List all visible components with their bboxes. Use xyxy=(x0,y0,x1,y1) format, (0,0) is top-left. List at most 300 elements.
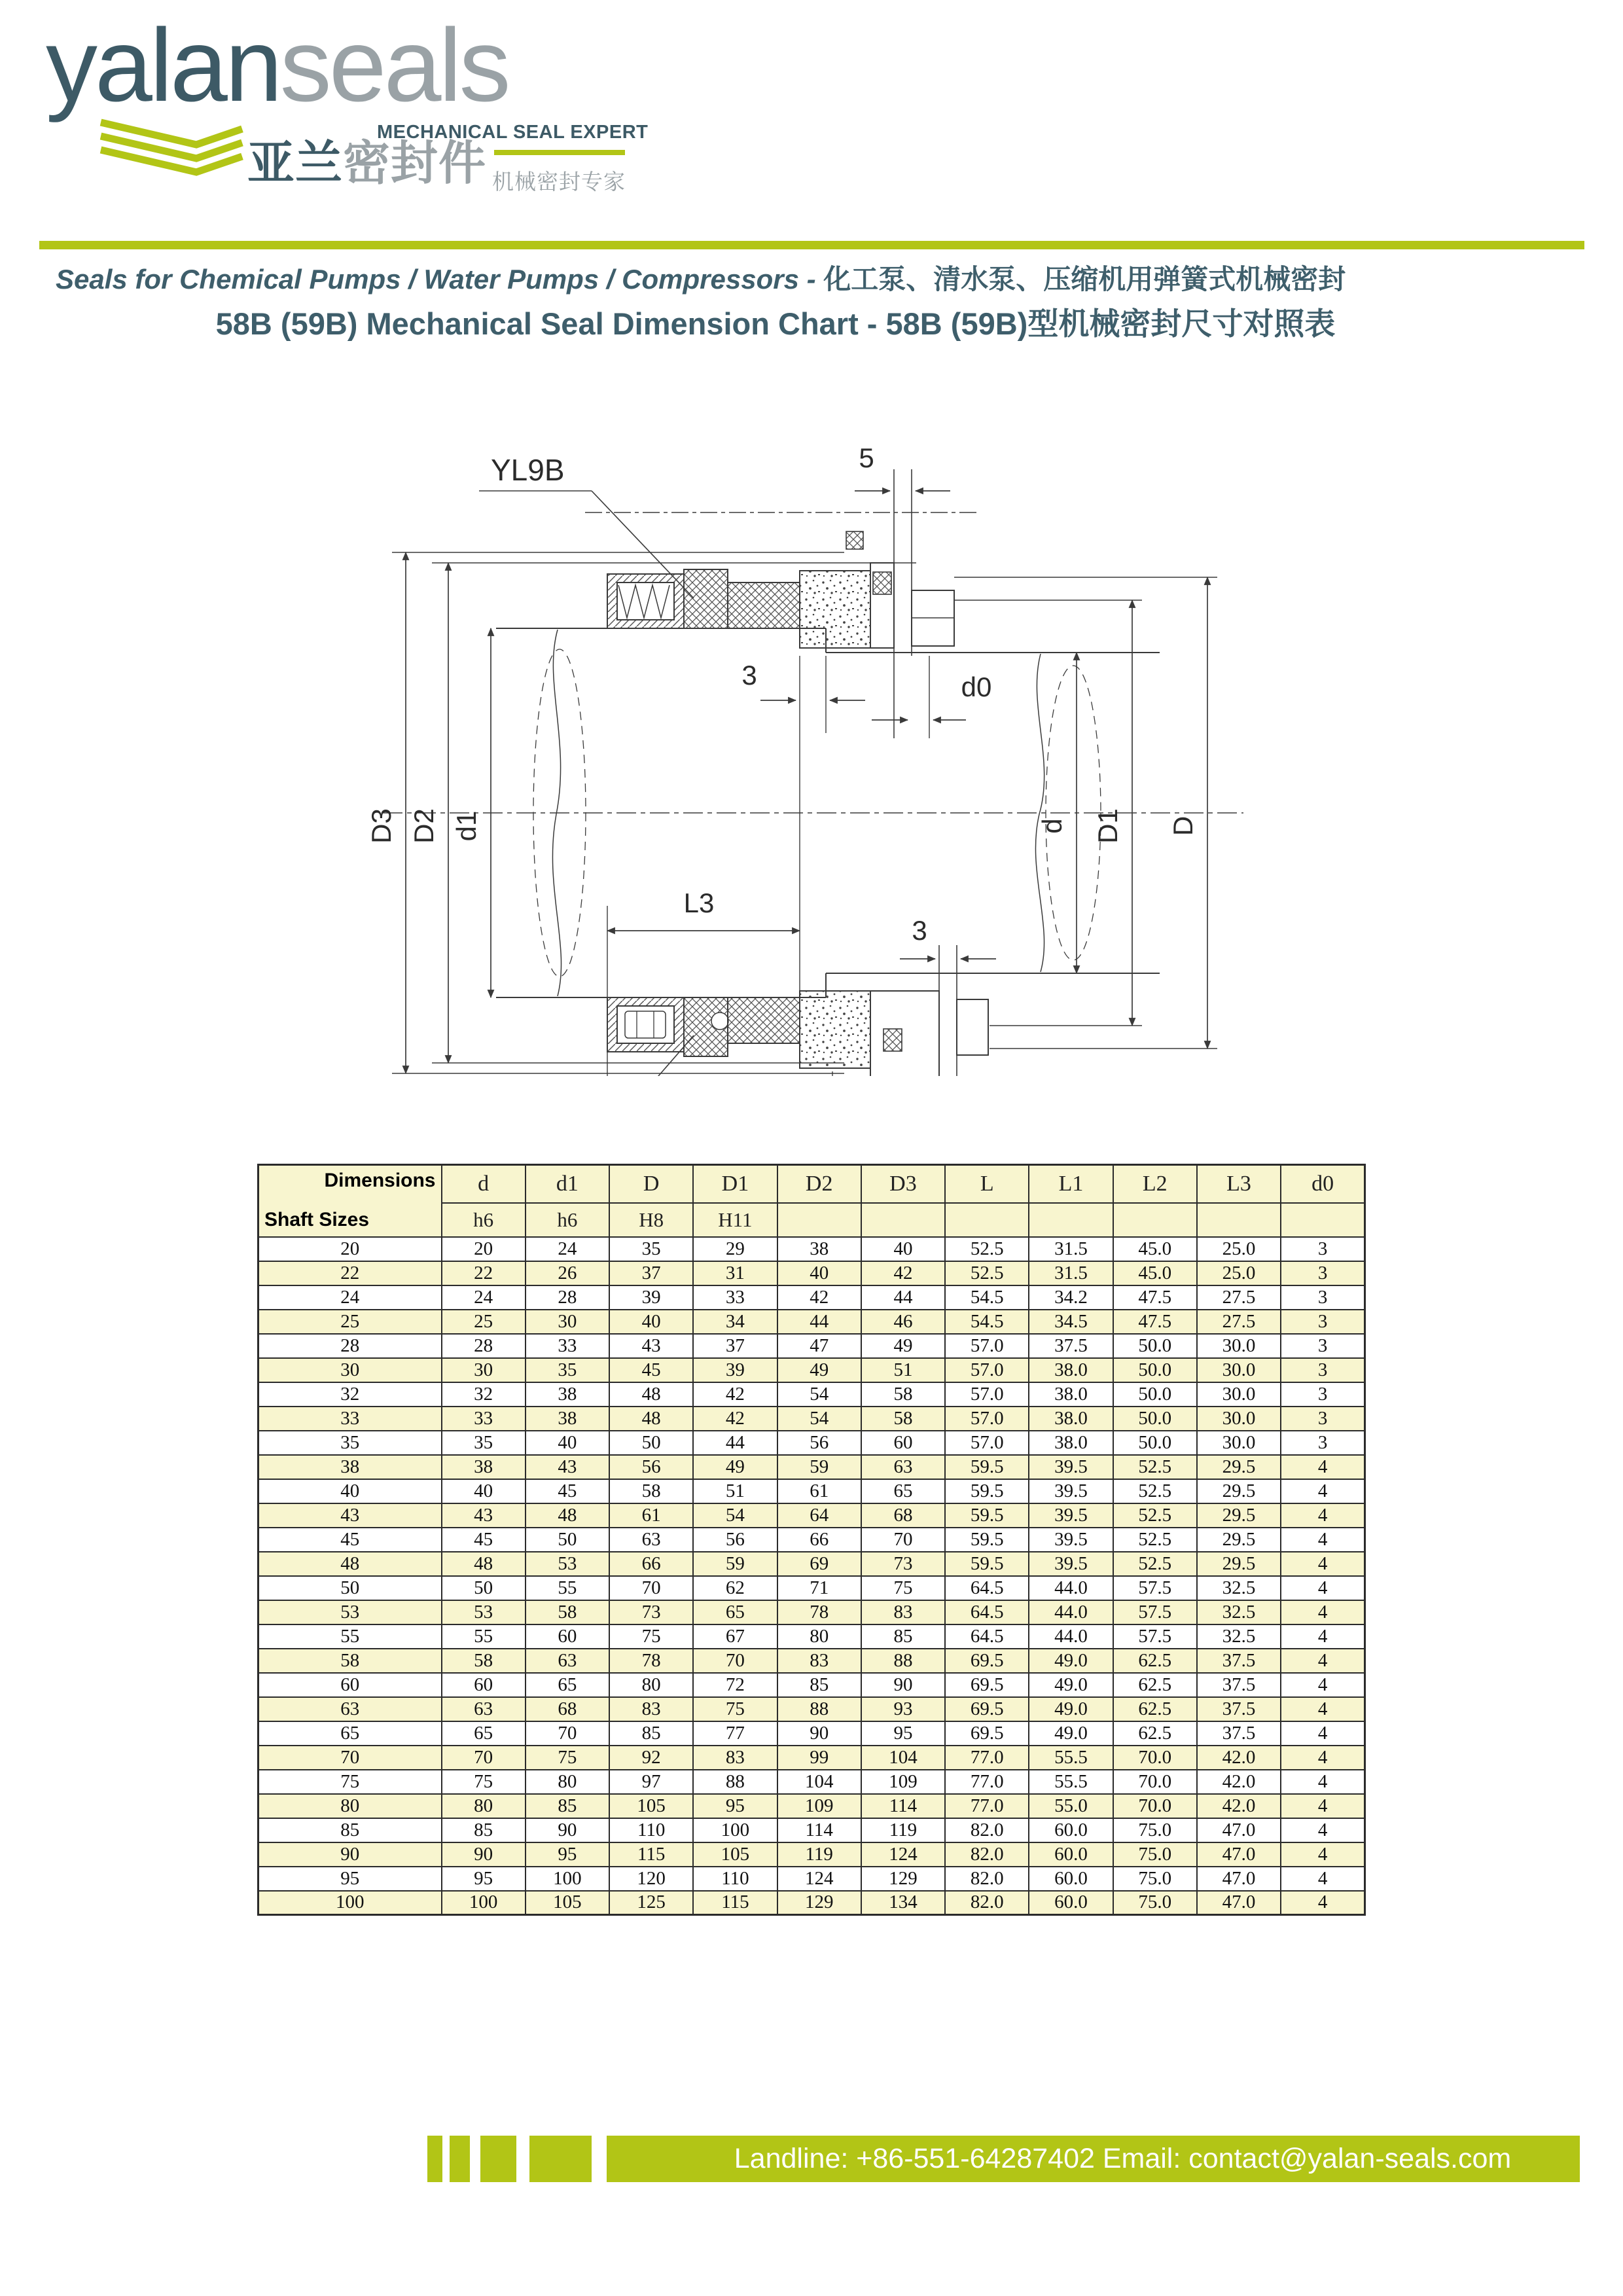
dimension-cell-D2: 119 xyxy=(777,1842,861,1867)
dimension-cell-L: 82.0 xyxy=(945,1867,1029,1891)
dimension-cell-D2: 69 xyxy=(777,1552,861,1576)
dimension-cell-d0: 4 xyxy=(1281,1503,1364,1528)
dimension-cell-d: 35 xyxy=(442,1431,526,1455)
dimension-cell-D: 80 xyxy=(609,1673,693,1697)
shaft-size-cell: 70 xyxy=(259,1746,442,1770)
tolerance-header-L3 xyxy=(1197,1203,1281,1237)
dimension-cell-d1: 65 xyxy=(526,1673,609,1697)
dimension-cell-D: 78 xyxy=(609,1649,693,1673)
dimension-cell-D2: 104 xyxy=(777,1770,861,1794)
dimension-cell-L: 59.5 xyxy=(945,1479,1029,1503)
dimension-cell-L: 82.0 xyxy=(945,1891,1029,1915)
dimension-cell-D2: 99 xyxy=(777,1746,861,1770)
dimension-cell-D1: 54 xyxy=(693,1503,777,1528)
dimension-cell-L: 69.5 xyxy=(945,1697,1029,1721)
dimension-cell-L3: 27.5 xyxy=(1197,1310,1281,1334)
dimension-cell-d1: 80 xyxy=(526,1770,609,1794)
dimension-cell-L: 59.5 xyxy=(945,1503,1029,1528)
dimension-cell-D3: 70 xyxy=(861,1528,945,1552)
dimension-cell-L3: 27.5 xyxy=(1197,1285,1281,1310)
dimension-cell-D2: 129 xyxy=(777,1891,861,1915)
dimension-cell-d: 40 xyxy=(442,1479,526,1503)
diagram-linework xyxy=(383,469,1243,1076)
dimension-cell-d1: 40 xyxy=(526,1431,609,1455)
tolerance-header-d: h6 xyxy=(442,1203,526,1237)
footer-accent-strip xyxy=(480,2136,516,2182)
header-letter-row xyxy=(259,1165,1365,1203)
shaft-size-cell: 24 xyxy=(259,1285,442,1310)
dimension-cell-D2: 54 xyxy=(777,1382,861,1407)
dimension-cell-D1: 37 xyxy=(693,1334,777,1358)
dimension-cell-L: 59.5 xyxy=(945,1528,1029,1552)
dimension-cell-D3: 119 xyxy=(861,1818,945,1842)
dimension-cell-D1: 105 xyxy=(693,1842,777,1867)
dimension-cell-D1: 42 xyxy=(693,1382,777,1407)
dimension-cell-L1: 39.5 xyxy=(1029,1455,1113,1479)
shaft-size-cell: 55 xyxy=(259,1624,442,1649)
dimension-cell-D3: 129 xyxy=(861,1867,945,1891)
dimension-cell-L1: 34.5 xyxy=(1029,1310,1113,1334)
dimension-cell-d0: 4 xyxy=(1281,1891,1364,1915)
category-subtitle-cn: 化工泵、清水泵、压缩机用弹簧式机械密封 xyxy=(823,264,1346,295)
dimension-cell-d: 43 xyxy=(442,1503,526,1528)
dimension-cell-D: 125 xyxy=(609,1891,693,1915)
dimension-cell-d0: 4 xyxy=(1281,1528,1364,1552)
brand-name-cn-bold: 亚兰 xyxy=(247,137,344,190)
dimension-cell-d0: 3 xyxy=(1281,1237,1364,1261)
tolerance-header-L1 xyxy=(1029,1203,1113,1237)
dimension-cell-L3: 32.5 xyxy=(1197,1624,1281,1649)
table-row xyxy=(259,1746,1365,1770)
dimension-cell-d1: 38 xyxy=(526,1407,609,1431)
dimension-cell-L2: 75.0 xyxy=(1113,1842,1197,1867)
table-row xyxy=(259,1455,1365,1479)
dimension-cell-d0: 4 xyxy=(1281,1842,1364,1867)
dimension-cell-L: 69.5 xyxy=(945,1673,1029,1697)
dimension-cell-D3: 83 xyxy=(861,1600,945,1624)
brand-tagline-cn: 机械密封专家 xyxy=(492,170,626,194)
dimension-cell-L3: 42.0 xyxy=(1197,1794,1281,1818)
dimension-cell-L: 69.5 xyxy=(945,1721,1029,1746)
dim-label-D: D xyxy=(1168,816,1198,836)
dimension-cell-L2: 50.0 xyxy=(1113,1407,1197,1431)
dimension-cell-d: 63 xyxy=(442,1697,526,1721)
dimension-cell-L3: 32.5 xyxy=(1197,1600,1281,1624)
dimension-cell-D: 35 xyxy=(609,1237,693,1261)
dimension-cell-d0: 4 xyxy=(1281,1818,1364,1842)
dimension-cell-L1: 49.0 xyxy=(1029,1697,1113,1721)
footer-contact-bar xyxy=(607,2136,1580,2182)
dimension-cell-L: 77.0 xyxy=(945,1746,1029,1770)
dimension-cell-D3: 90 xyxy=(861,1673,945,1697)
dim-label-3-bottom: 3 xyxy=(912,915,927,946)
dimension-cell-d0: 3 xyxy=(1281,1358,1364,1382)
dimension-cell-L2: 45.0 xyxy=(1113,1261,1197,1285)
table-row xyxy=(259,1697,1365,1721)
dimension-cell-D: 115 xyxy=(609,1842,693,1867)
shaft-size-cell: 25 xyxy=(259,1310,442,1334)
table-row xyxy=(259,1891,1365,1915)
dimension-cell-L: 77.0 xyxy=(945,1770,1029,1794)
dimension-cell-L1: 38.0 xyxy=(1029,1382,1113,1407)
dimension-cell-D3: 44 xyxy=(861,1285,945,1310)
shaft-size-cell: 33 xyxy=(259,1407,442,1431)
dimension-cell-D: 110 xyxy=(609,1818,693,1842)
dimension-cell-D: 92 xyxy=(609,1746,693,1770)
dimension-cell-D1: 70 xyxy=(693,1649,777,1673)
table-row xyxy=(259,1528,1365,1552)
col-header-D: D xyxy=(609,1165,693,1203)
table-row xyxy=(259,1867,1365,1891)
dimension-cell-L3: 30.0 xyxy=(1197,1334,1281,1358)
dimension-cell-D1: 75 xyxy=(693,1697,777,1721)
dimension-cell-L2: 52.5 xyxy=(1113,1455,1197,1479)
dimension-cell-L3: 42.0 xyxy=(1197,1746,1281,1770)
table-row xyxy=(259,1649,1365,1673)
page-title: 58B (59B) Mechanical Seal Dimension Chart - 58B (59B)型机械密封尺寸对照表 xyxy=(215,306,1336,341)
dimension-cell-D1: 115 xyxy=(693,1891,777,1915)
dimension-cell-L: 57.0 xyxy=(945,1431,1029,1455)
dimension-cell-d1: 26 xyxy=(526,1261,609,1285)
dimension-cell-d: 75 xyxy=(442,1770,526,1794)
dimension-cell-d: 45 xyxy=(442,1528,526,1552)
shaft-size-cell: 50 xyxy=(259,1576,442,1600)
dimension-cell-D: 61 xyxy=(609,1503,693,1528)
dimension-cell-L1: 44.0 xyxy=(1029,1576,1113,1600)
shaft-size-cell: 28 xyxy=(259,1334,442,1358)
table-corner-cell xyxy=(259,1165,442,1237)
table-row xyxy=(259,1310,1365,1334)
dimension-cell-D2: 38 xyxy=(777,1237,861,1261)
dimension-cell-D3: 42 xyxy=(861,1261,945,1285)
table-row xyxy=(259,1407,1365,1431)
dimension-cell-L2: 75.0 xyxy=(1113,1891,1197,1915)
dimension-cell-L2: 47.5 xyxy=(1113,1310,1197,1334)
shaft-size-cell: 45 xyxy=(259,1528,442,1552)
dimension-cell-d1: 30 xyxy=(526,1310,609,1334)
brand-word-seals: seals xyxy=(279,8,508,123)
dimension-cell-L: 57.0 xyxy=(945,1407,1029,1431)
dimension-cell-D3: 109 xyxy=(861,1770,945,1794)
dimension-cell-D3: 68 xyxy=(861,1503,945,1528)
dimension-cell-D: 70 xyxy=(609,1576,693,1600)
dim-label-d1: d1 xyxy=(451,810,482,842)
dimension-cell-d: 38 xyxy=(442,1455,526,1479)
dimension-cell-L2: 52.5 xyxy=(1113,1503,1197,1528)
dimension-cell-D: 39 xyxy=(609,1285,693,1310)
dimension-cell-d0: 4 xyxy=(1281,1624,1364,1649)
dimension-cell-L2: 62.5 xyxy=(1113,1721,1197,1746)
dim-label-D3: D3 xyxy=(366,808,397,844)
dimension-cell-d0: 4 xyxy=(1281,1673,1364,1697)
table-row xyxy=(259,1261,1365,1285)
dimension-cell-D2: 56 xyxy=(777,1431,861,1455)
shaft-size-cell: 32 xyxy=(259,1382,442,1407)
dimension-cell-d: 48 xyxy=(442,1552,526,1576)
dimension-cell-d0: 4 xyxy=(1281,1649,1364,1673)
dimension-cell-D: 40 xyxy=(609,1310,693,1334)
dimension-cell-L1: 38.0 xyxy=(1029,1358,1113,1382)
dim-label-L3: L3 xyxy=(683,888,715,918)
dimension-cell-D2: 64 xyxy=(777,1503,861,1528)
dimension-cell-d1: 95 xyxy=(526,1842,609,1867)
dimension-cell-D2: 85 xyxy=(777,1673,861,1697)
shaft-size-cell: 40 xyxy=(259,1479,442,1503)
dimension-cell-D: 75 xyxy=(609,1624,693,1649)
dim-label-d: d xyxy=(1037,818,1067,834)
dimension-cell-D2: 78 xyxy=(777,1600,861,1624)
dimension-cell-d0: 4 xyxy=(1281,1600,1364,1624)
dimension-cell-d0: 4 xyxy=(1281,1721,1364,1746)
dimension-cell-L3: 47.0 xyxy=(1197,1867,1281,1891)
dimension-cell-L1: 55.5 xyxy=(1029,1746,1113,1770)
category-subtitle xyxy=(56,258,1587,297)
dimension-cell-D: 50 xyxy=(609,1431,693,1455)
col-header-D3: D3 xyxy=(861,1165,945,1203)
shaft-size-cell: 90 xyxy=(259,1842,442,1867)
dimension-cell-D3: 46 xyxy=(861,1310,945,1334)
dimension-cell-L1: 39.5 xyxy=(1029,1479,1113,1503)
shaft-size-cell: 95 xyxy=(259,1867,442,1891)
dimension-cell-L1: 38.0 xyxy=(1029,1431,1113,1455)
dimension-cell-D2: 59 xyxy=(777,1455,861,1479)
dimension-cell-L1: 55.0 xyxy=(1029,1794,1113,1818)
dimension-cell-L2: 70.0 xyxy=(1113,1770,1197,1794)
dimension-cell-D2: 44 xyxy=(777,1310,861,1334)
dimension-table xyxy=(257,1164,1366,1916)
dimension-cell-L2: 50.0 xyxy=(1113,1334,1197,1358)
table-row xyxy=(259,1503,1365,1528)
shaft-size-cell: 100 xyxy=(259,1891,442,1915)
dimension-cell-L1: 60.0 xyxy=(1029,1818,1113,1842)
shaft-size-cell: 58 xyxy=(259,1649,442,1673)
dimension-cell-d0: 4 xyxy=(1281,1770,1364,1794)
dimension-cell-L2: 45.0 xyxy=(1113,1237,1197,1261)
dimension-cell-D2: 47 xyxy=(777,1334,861,1358)
dimension-cell-L: 54.5 xyxy=(945,1310,1029,1334)
dimension-cell-d: 20 xyxy=(442,1237,526,1261)
dimension-cell-L1: 31.5 xyxy=(1029,1261,1113,1285)
dimension-cell-d1: 48 xyxy=(526,1503,609,1528)
col-header-d: d xyxy=(442,1165,526,1203)
dimension-cell-L1: 55.5 xyxy=(1029,1770,1113,1794)
dimension-cell-L: 64.5 xyxy=(945,1576,1029,1600)
dimension-cell-d0: 4 xyxy=(1281,1794,1364,1818)
dimension-cell-L3: 29.5 xyxy=(1197,1552,1281,1576)
dimension-cell-D2: 71 xyxy=(777,1576,861,1600)
dim-label-5: 5 xyxy=(859,442,874,473)
dimension-cell-D2: 42 xyxy=(777,1285,861,1310)
dimension-cell-D: 85 xyxy=(609,1721,693,1746)
table-row xyxy=(259,1624,1365,1649)
dimension-cell-L: 82.0 xyxy=(945,1842,1029,1867)
dimension-cell-L3: 47.0 xyxy=(1197,1818,1281,1842)
brand-name-cn-gray: 密封件 xyxy=(343,137,487,190)
dimension-cell-d1: 90 xyxy=(526,1818,609,1842)
brand-word-yalan: yalan xyxy=(46,8,280,123)
dimension-cell-L3: 37.5 xyxy=(1197,1697,1281,1721)
dimension-cell-L: 77.0 xyxy=(945,1794,1029,1818)
dimension-cell-D3: 88 xyxy=(861,1649,945,1673)
dimension-cell-D1: 59 xyxy=(693,1552,777,1576)
corner-label-shaft-sizes: Shaft Sizes xyxy=(264,1208,370,1230)
dimension-cell-d0: 3 xyxy=(1281,1431,1364,1455)
dimension-cell-D3: 51 xyxy=(861,1358,945,1382)
dimension-cell-L3: 30.0 xyxy=(1197,1382,1281,1407)
dimension-cell-D: 120 xyxy=(609,1867,693,1891)
dimension-cell-d0: 3 xyxy=(1281,1407,1364,1431)
shaft-size-cell: 22 xyxy=(259,1261,442,1285)
dimension-cell-d1: 75 xyxy=(526,1746,609,1770)
footer-contact-text: Landline: +86-551-64287402 Email: contact@yalan-seals.com xyxy=(734,2143,1512,2174)
dimension-cell-D3: 40 xyxy=(861,1237,945,1261)
dimension-cell-L3: 25.0 xyxy=(1197,1261,1281,1285)
corner-label-dimensions: Dimensions xyxy=(324,1170,436,1191)
table-row xyxy=(259,1479,1365,1503)
dimension-cell-D2: 40 xyxy=(777,1261,861,1285)
dimension-cell-L2: 62.5 xyxy=(1113,1649,1197,1673)
dim-label-D2: D2 xyxy=(408,808,439,844)
col-header-L2: L2 xyxy=(1113,1165,1197,1203)
dimension-cell-d0: 4 xyxy=(1281,1576,1364,1600)
dimension-cell-L3: 30.0 xyxy=(1197,1407,1281,1431)
dimension-cell-D: 83 xyxy=(609,1697,693,1721)
dimension-cell-L2: 47.5 xyxy=(1113,1285,1197,1310)
dimension-cell-L3: 30.0 xyxy=(1197,1431,1281,1455)
shaft-size-cell: 80 xyxy=(259,1794,442,1818)
dimension-cell-d1: 45 xyxy=(526,1479,609,1503)
dimension-cell-D3: 63 xyxy=(861,1455,945,1479)
seal-cross-section-diagram xyxy=(327,374,1276,1076)
table-row xyxy=(259,1842,1365,1867)
dimension-cell-D1: 67 xyxy=(693,1624,777,1649)
dimension-cell-L: 64.5 xyxy=(945,1600,1029,1624)
dimension-cell-d0: 3 xyxy=(1281,1310,1364,1334)
shaft-size-cell: 43 xyxy=(259,1503,442,1528)
dimension-cell-L3: 25.0 xyxy=(1197,1237,1281,1261)
dimension-cell-L: 54.5 xyxy=(945,1285,1029,1310)
dimension-cell-d: 58 xyxy=(442,1649,526,1673)
dimension-cell-d: 100 xyxy=(442,1891,526,1915)
dimension-cell-d: 60 xyxy=(442,1673,526,1697)
dimension-cell-D1: 62 xyxy=(693,1576,777,1600)
tolerance-header-D3 xyxy=(861,1203,945,1237)
dimension-cell-L2: 52.5 xyxy=(1113,1528,1197,1552)
dimension-cell-L1: 60.0 xyxy=(1029,1891,1113,1915)
dimension-cell-d: 65 xyxy=(442,1721,526,1746)
dimension-cell-L2: 70.0 xyxy=(1113,1746,1197,1770)
dimension-cell-D1: 31 xyxy=(693,1261,777,1285)
dimension-cell-D1: 51 xyxy=(693,1479,777,1503)
dimension-cell-d: 70 xyxy=(442,1746,526,1770)
dimension-cell-D1: 49 xyxy=(693,1455,777,1479)
dimension-cell-D: 56 xyxy=(609,1455,693,1479)
dimension-cell-L3: 37.5 xyxy=(1197,1721,1281,1746)
dimension-cell-d: 50 xyxy=(442,1576,526,1600)
table-row xyxy=(259,1285,1365,1310)
dimension-cell-D1: 33 xyxy=(693,1285,777,1310)
shaft-size-cell: 63 xyxy=(259,1697,442,1721)
dimension-cell-d: 80 xyxy=(442,1794,526,1818)
dimension-cell-d1: 85 xyxy=(526,1794,609,1818)
dimension-cell-D1: 44 xyxy=(693,1431,777,1455)
dimension-cell-D: 63 xyxy=(609,1528,693,1552)
table-row xyxy=(259,1818,1365,1842)
dimension-cell-L2: 50.0 xyxy=(1113,1431,1197,1455)
dimension-cell-D2: 66 xyxy=(777,1528,861,1552)
dimension-cell-D1: 100 xyxy=(693,1818,777,1842)
table-row xyxy=(259,1673,1365,1697)
dimension-cell-D2: 114 xyxy=(777,1818,861,1842)
table-row xyxy=(259,1600,1365,1624)
dimension-cell-D1: 65 xyxy=(693,1600,777,1624)
dimension-cell-L: 64.5 xyxy=(945,1624,1029,1649)
dimension-cell-L1: 49.0 xyxy=(1029,1649,1113,1673)
dimension-cell-D2: 83 xyxy=(777,1649,861,1673)
col-header-L: L xyxy=(945,1165,1029,1203)
dimension-cell-L1: 44.0 xyxy=(1029,1624,1113,1649)
dimension-cell-D2: 61 xyxy=(777,1479,861,1503)
table-row xyxy=(259,1237,1365,1261)
dimension-cell-D: 48 xyxy=(609,1407,693,1431)
col-header-L1: L1 xyxy=(1029,1165,1113,1203)
dimension-cell-L1: 60.0 xyxy=(1029,1842,1113,1867)
dimension-cell-L3: 37.5 xyxy=(1197,1673,1281,1697)
dimension-cell-d0: 4 xyxy=(1281,1479,1364,1503)
col-header-D1: D1 xyxy=(693,1165,777,1203)
dimension-cell-D3: 65 xyxy=(861,1479,945,1503)
shaft-size-cell: 20 xyxy=(259,1237,442,1261)
dimension-cell-L3: 29.5 xyxy=(1197,1455,1281,1479)
dimension-cell-d1: 53 xyxy=(526,1552,609,1576)
dimension-cell-D1: 29 xyxy=(693,1237,777,1261)
table-row xyxy=(259,1552,1365,1576)
dimension-cell-D: 58 xyxy=(609,1479,693,1503)
shaft-size-cell: 65 xyxy=(259,1721,442,1746)
brand-wordmark xyxy=(46,8,508,123)
dimension-cell-L: 57.0 xyxy=(945,1382,1029,1407)
dimension-cell-D2: 88 xyxy=(777,1697,861,1721)
dimension-cell-D: 97 xyxy=(609,1770,693,1794)
dimension-cell-d: 32 xyxy=(442,1382,526,1407)
dimension-cell-D3: 134 xyxy=(861,1891,945,1915)
dimension-cell-d1: 60 xyxy=(526,1624,609,1649)
dimension-cell-D3: 93 xyxy=(861,1697,945,1721)
dimension-cell-L2: 75.0 xyxy=(1113,1818,1197,1842)
dimension-cell-L2: 50.0 xyxy=(1113,1358,1197,1382)
dimension-cell-D2: 49 xyxy=(777,1358,861,1382)
dimension-cell-L: 69.5 xyxy=(945,1649,1029,1673)
dimension-cell-L1: 49.0 xyxy=(1029,1673,1113,1697)
dimension-cell-D3: 60 xyxy=(861,1431,945,1455)
table-row xyxy=(259,1770,1365,1794)
table-row xyxy=(259,1576,1365,1600)
dimension-cell-D1: 110 xyxy=(693,1867,777,1891)
dimension-cell-d0: 3 xyxy=(1281,1261,1364,1285)
dimension-cell-d: 28 xyxy=(442,1334,526,1358)
dimension-cell-D1: 42 xyxy=(693,1407,777,1431)
dimension-cell-L: 57.0 xyxy=(945,1334,1029,1358)
dimension-cell-d0: 4 xyxy=(1281,1746,1364,1770)
dimension-cell-d1: 100 xyxy=(526,1867,609,1891)
dimension-cell-L3: 29.5 xyxy=(1197,1528,1281,1552)
dimension-cell-D1: 72 xyxy=(693,1673,777,1697)
dimension-cell-L: 59.5 xyxy=(945,1552,1029,1576)
dimension-cell-D3: 58 xyxy=(861,1407,945,1431)
dimension-cell-D2: 124 xyxy=(777,1867,861,1891)
dimension-cell-d1: 28 xyxy=(526,1285,609,1310)
dimension-cell-D3: 75 xyxy=(861,1576,945,1600)
